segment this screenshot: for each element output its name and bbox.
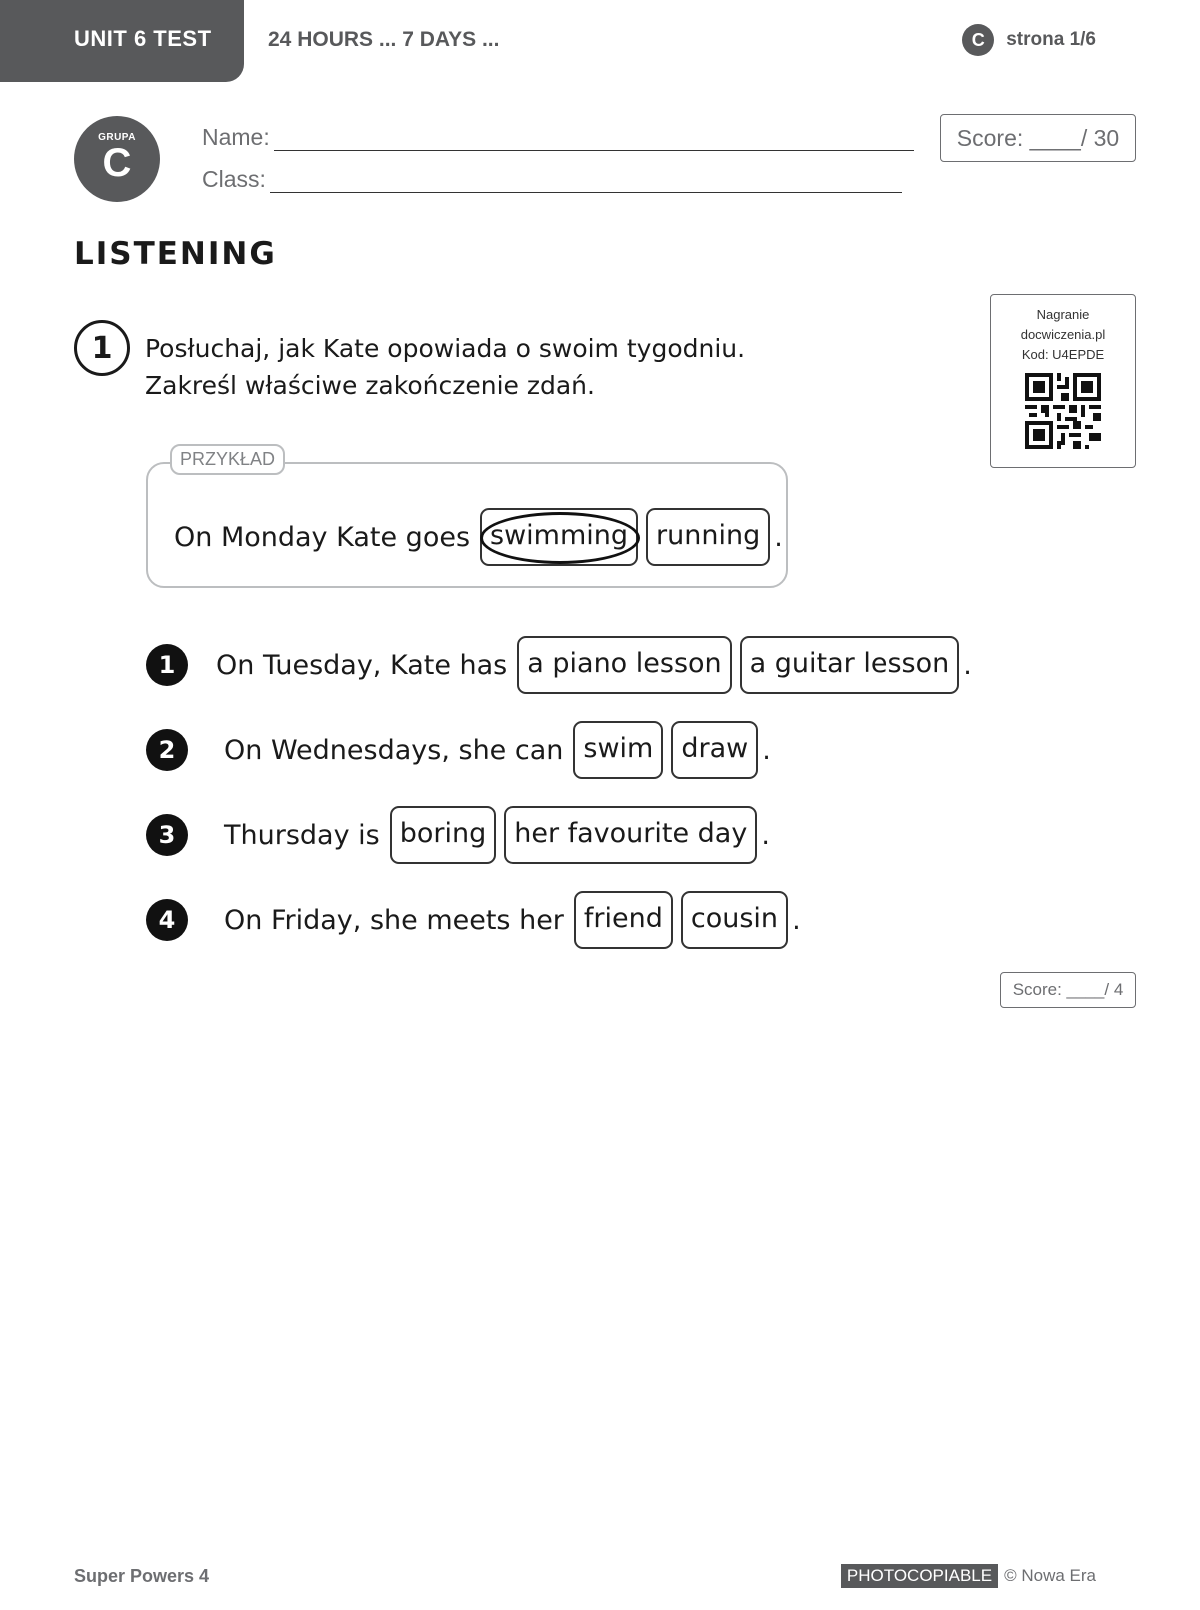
item-option-b[interactable]: draw bbox=[671, 721, 758, 779]
item-option-b[interactable]: a guitar lesson bbox=[740, 636, 960, 694]
recording-code: Kod: U4EPDE bbox=[1021, 347, 1105, 362]
photocopiable-badge: PHOTOCOPIABLE bbox=[841, 1564, 998, 1588]
list-item bbox=[146, 636, 972, 694]
recording-site: docwiczenia.pl bbox=[1020, 327, 1106, 342]
name-row bbox=[202, 124, 914, 151]
footer-book-title: Super Powers 4 bbox=[74, 1566, 210, 1586]
example-period: . bbox=[774, 521, 783, 553]
item-stem: On Friday, she meets her bbox=[224, 904, 564, 936]
section-title: LISTENING bbox=[74, 236, 277, 272]
unit-label: UNIT 6 TEST bbox=[74, 26, 212, 51]
item-option-a[interactable]: swim bbox=[573, 721, 663, 779]
item-period: . bbox=[963, 649, 972, 681]
item-number: 2 bbox=[146, 729, 188, 771]
example-stem: On Monday Kate goes bbox=[174, 521, 471, 553]
group-dot: C bbox=[962, 24, 994, 56]
item-period: . bbox=[761, 819, 770, 851]
unit-title: 24 HOURS ... 7 DAYS ... bbox=[268, 28, 500, 51]
item-period: . bbox=[762, 734, 771, 766]
group-letter: C bbox=[102, 141, 132, 185]
name-field[interactable] bbox=[274, 125, 914, 151]
class-label: Class: bbox=[202, 166, 266, 192]
page-indicator bbox=[962, 24, 1096, 56]
footer-copyright bbox=[841, 1564, 1096, 1588]
item-option-b[interactable]: her favourite day bbox=[504, 806, 757, 864]
item-option-a[interactable]: a piano lesson bbox=[517, 636, 731, 694]
item-stem: Thursday is bbox=[224, 819, 380, 851]
list-item bbox=[146, 891, 801, 949]
item-stem: On Tuesday, Kate has bbox=[216, 649, 508, 681]
item-option-a[interactable]: boring bbox=[390, 806, 497, 864]
exercise-score-box[interactable]: Score: ____/ 4 bbox=[1000, 972, 1136, 1008]
item-option-a[interactable]: friend bbox=[574, 891, 673, 949]
example-option-a[interactable]: swimming bbox=[480, 508, 638, 566]
page-number: strona 1/6 bbox=[1006, 29, 1096, 50]
copyright-text: © Nowa Era bbox=[1004, 1566, 1096, 1585]
name-label: Name: bbox=[202, 124, 270, 150]
item-number: 3 bbox=[146, 814, 188, 856]
exercise-number: 1 bbox=[74, 320, 130, 376]
recording-label: Nagranie bbox=[1036, 307, 1090, 322]
example-option-b[interactable]: running bbox=[646, 508, 770, 566]
item-number: 4 bbox=[146, 899, 188, 941]
group-caption: GRUPA bbox=[98, 132, 136, 143]
item-period: . bbox=[792, 904, 801, 936]
qr-code-icon bbox=[1025, 373, 1101, 449]
class-field[interactable] bbox=[270, 167, 902, 193]
list-item bbox=[146, 721, 771, 779]
group-badge bbox=[74, 116, 160, 202]
item-number: 1 bbox=[146, 644, 188, 686]
item-option-b[interactable]: cousin bbox=[681, 891, 788, 949]
instruction-line-2: Zakreśl właściwe zakończenie zdań. bbox=[145, 371, 595, 400]
item-stem: On Wednesdays, she can bbox=[224, 734, 564, 766]
instruction-line-1: Posłuchaj, jak Kate opowiada o swoim tygodniu. bbox=[145, 334, 746, 363]
exercise-instruction bbox=[145, 330, 745, 404]
list-item bbox=[146, 806, 770, 864]
example-sentence bbox=[174, 508, 783, 566]
class-row bbox=[202, 166, 902, 193]
recording-qr-box bbox=[990, 294, 1136, 468]
unit-tab bbox=[0, 0, 244, 82]
total-score-box[interactable]: Score: ____/ 30 bbox=[940, 114, 1136, 162]
example-tag: PRZYKŁAD bbox=[170, 444, 285, 475]
